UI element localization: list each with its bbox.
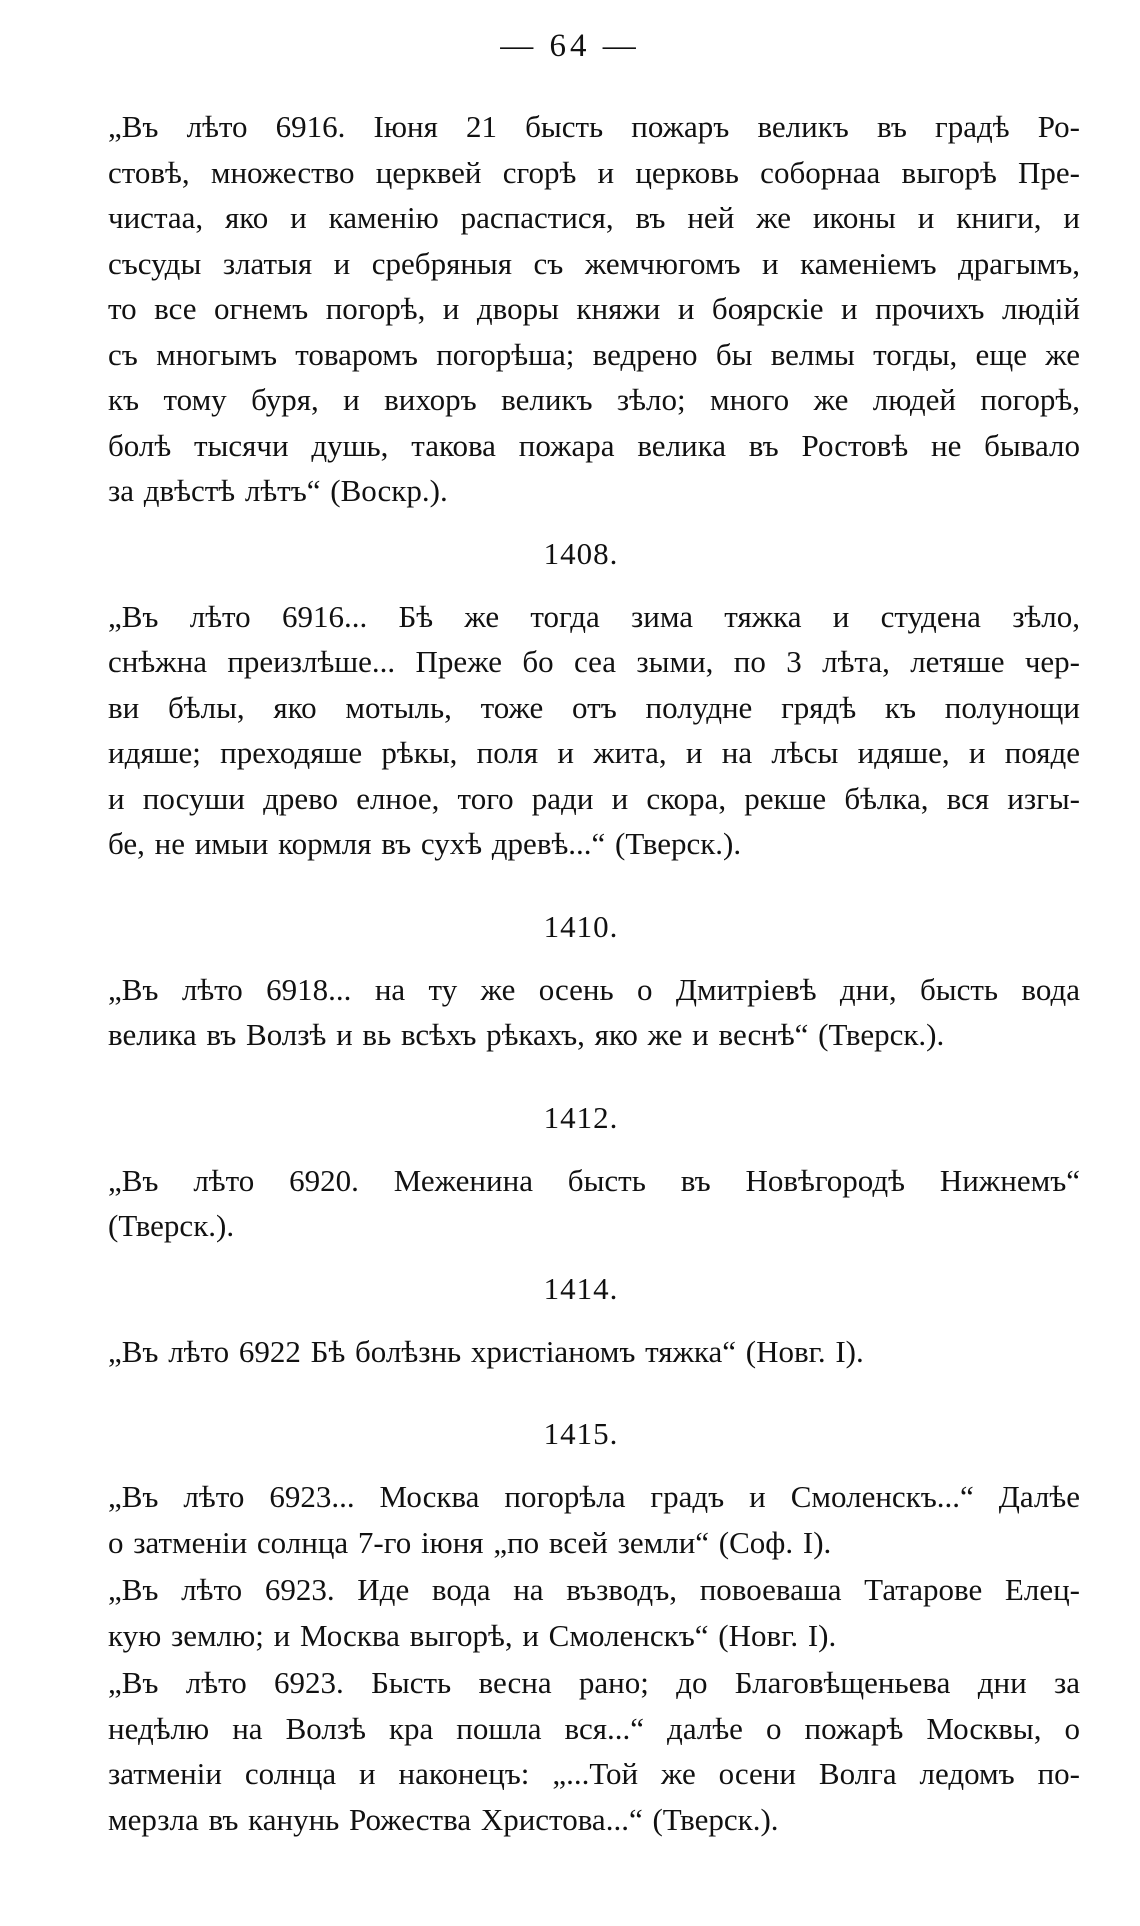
chronicle-quote-paragraph xyxy=(82,1660,1080,1842)
year-heading: 1410. xyxy=(543,908,619,944)
chronicle-quote-paragraph xyxy=(82,1567,1080,1658)
text-line: затменіи солнца и наконецъ: „...Той же осени Волга ледомъ по- xyxy=(108,1756,1080,1791)
text-line: о затменіи солнца 7-го іюня „по всей земли“ (Соф. I). xyxy=(108,1524,832,1560)
page-body xyxy=(82,104,1080,1842)
text-line: съ многымъ товаромъ погорѣша; ведрено бы велмы тогды, еще же xyxy=(108,336,1080,372)
text-line: „Въ лѣто 6923. Иде вода на възводъ, повоеваша Татарове Елец- xyxy=(108,1572,1080,1607)
year-heading: 1414. xyxy=(543,1270,619,1306)
text-line: „Въ лѣто 6916... Бѣ же тогда зима тяжка и студена зѣло, xyxy=(108,598,1080,634)
text-line: къ тому буря, и вихоръ великъ зѣло; много же людей погорѣ, xyxy=(108,382,1080,417)
text-line: за двѣстѣ лѣтъ“ (Воскр.). xyxy=(108,473,448,508)
text-line: „Въ лѣто 6923... Москва погорѣла градъ и Смоленскъ...“ Далѣе xyxy=(108,1479,1080,1514)
text-line: съсуды златыя и сребряныя съ жемчюгомъ и каменіемъ драгымъ, xyxy=(108,245,1080,281)
chronicle-entry-section xyxy=(82,104,1080,514)
text-line: чистаа, яко и каменію распастися, въ ней же иконы и книги, и xyxy=(108,200,1080,235)
text-line: (Тверск.). xyxy=(108,1208,235,1243)
text-line: стовѣ, множество церквей сгорѣ и церковь соборнаа выгорѣ Пре- xyxy=(108,154,1080,190)
chronicle-quote-paragraph xyxy=(82,1329,1080,1375)
text-line: то все огнемъ погорѣ, и дворы княжи и боярскіе и прочихъ людій xyxy=(108,291,1080,326)
text-line: недѣлю на Волзѣ кра пошла вся...“ далѣе о пожарѣ Москвы, о xyxy=(108,1710,1080,1746)
text-line: бе, не имыи кормля въ сухѣ древѣ...“ (Тверск.). xyxy=(108,826,742,861)
text-line: снѣжна преизлѣше... Преже бо сеа зыми, по 3 лѣта, летяше чер- xyxy=(108,644,1080,679)
text-line: „Въ лѣто 6916. Іюня 21 бысть пожаръ великъ въ градѣ Ро- xyxy=(108,109,1080,144)
text-line: велика въ Волзѣ и вь всѣхъ рѣкахъ, яко же и веснѣ“ (Тверск.). xyxy=(108,1017,945,1052)
text-line: и посуши древо елное, того ради и скора, рекше бѣлка, вся изгы- xyxy=(108,780,1080,816)
text-line: кую землю; и Москва выгорѣ, и Смоленскъ“ (Новг. I). xyxy=(108,1617,837,1653)
text-line: „Въ лѣто 6923. Бысть весна рано; до Благовѣщеньева дни за xyxy=(108,1665,1080,1700)
chronicle-entry-section xyxy=(82,1416,1080,1842)
text-line: „Въ лѣто 6918... на ту же осень о Дмитріевѣ дни, бысть вода xyxy=(108,971,1080,1007)
chronicle-quote-paragraph xyxy=(82,594,1080,867)
text-line: „Въ лѣто 6922 Бѣ болѣзнь христіаномъ тяжка“ (Новг. I). xyxy=(108,1333,864,1369)
page-number: — 64 — xyxy=(500,28,640,64)
text-line: „Въ лѣто 6920. Меженина бысть въ Новѣгородѣ Нижнемъ“ xyxy=(108,1162,1080,1198)
chronicle-quote-paragraph xyxy=(82,1158,1080,1249)
year-heading: 1408. xyxy=(543,535,619,571)
chronicle-quote-paragraph xyxy=(82,1474,1080,1565)
chronicle-entry-section xyxy=(82,1271,1080,1375)
year-heading: 1412. xyxy=(543,1099,619,1135)
chronicle-entry-section xyxy=(82,909,1080,1058)
year-heading: 1415. xyxy=(543,1416,619,1451)
chronicle-entry-section xyxy=(82,1100,1080,1249)
chronicle-entry-section xyxy=(82,536,1080,867)
text-line: идяше; преходяше рѣкы, поля и жита, и на лѣсы идяше, и пояде xyxy=(108,735,1080,770)
chronicle-quote-paragraph xyxy=(82,967,1080,1058)
chronicle-quote-paragraph xyxy=(82,104,1080,514)
text-line: мерзла въ канунь Рожества Христова...“ (Тверск.). xyxy=(108,1801,779,1837)
text-line: ви бѣлы, яко мотыль, тоже отъ полудне грядѣ къ полунощи xyxy=(108,689,1080,725)
text-line: болѣ тысячи душь, такова пожара велика въ Ростовѣ не бывало xyxy=(108,427,1080,463)
